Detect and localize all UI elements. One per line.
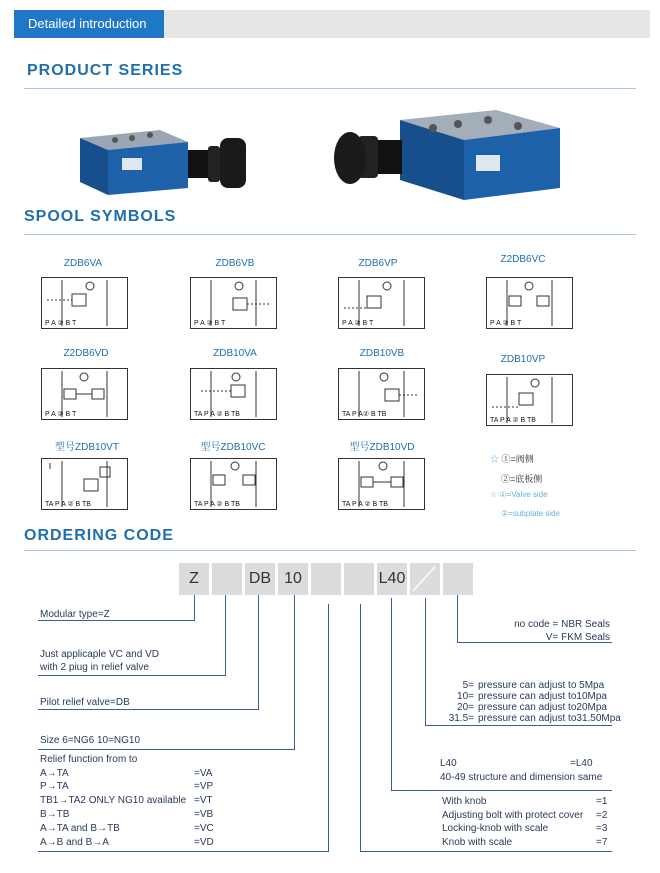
label-seals-nbr: no code = NBR Seals: [514, 619, 610, 630]
code-box-type: Z: [179, 563, 209, 595]
relief-value: =VA: [194, 768, 213, 779]
pressure-key: 10=: [457, 691, 474, 702]
knob-key: Knob with scale: [442, 837, 513, 848]
label-relief-title: Relief function from to: [40, 754, 138, 765]
spool-label: Z2DB6VC: [500, 254, 546, 265]
knob-value: =1: [596, 796, 608, 807]
label-size: Size 6=NG6 10=NG10: [40, 735, 141, 746]
tab-detailed-introduction[interactable]: Detailed introduction: [14, 10, 164, 38]
spool-label: Z2DB6VD: [63, 348, 109, 359]
valve-image-small: [70, 120, 260, 200]
connector-line: [258, 595, 259, 710]
label-seals-fkm: V= FKM Seals: [545, 632, 610, 643]
connector-line: [194, 595, 195, 621]
relief-value: =VP: [194, 781, 214, 792]
legend-item: ☆ ①=阀侧: [490, 454, 534, 464]
connector-line: [360, 604, 361, 852]
knob-value: =3: [596, 823, 608, 834]
code-box-seals: [443, 563, 473, 595]
knob-key: With knob: [442, 796, 487, 807]
spool-label: 型号ZDB10VT: [55, 442, 119, 453]
connector-line: [360, 851, 612, 852]
spool-symbol: P A ② B T: [190, 277, 277, 329]
spool-label: 型号ZDB10VD: [349, 442, 415, 453]
pressure-value: pressure can adjust to31.50Mpa: [478, 713, 621, 724]
spool-symbol: P A ② B T: [338, 277, 425, 329]
relief-key: P→TA: [40, 781, 69, 792]
section-title-spool: SPOOL SYMBOLS: [24, 208, 177, 225]
legend-item: ②=底板侧: [501, 474, 543, 484]
code-box-pilot: DB: [245, 563, 275, 595]
spool-label: ZDB6VP: [358, 258, 398, 269]
spool-symbol: TA P A② B TB: [338, 368, 425, 420]
spool-label: 型号ZDB10VC: [200, 442, 266, 453]
spool-label: ZDB10VA: [213, 348, 257, 359]
spool-symbol: TA P A ② B TB: [41, 458, 128, 510]
relief-value: =VB: [194, 809, 214, 820]
spool-symbol: P A ② B T: [41, 277, 128, 329]
section-divider: [24, 550, 636, 551]
label-l40-desc: 40-49 structure and dimension same: [440, 772, 603, 783]
section-title-product: PRODUCT SERIES: [27, 62, 184, 79]
connector-line: [391, 598, 392, 791]
relief-key: B→TB: [40, 809, 70, 820]
relief-value: =VD: [194, 837, 214, 848]
spool-symbol: TA P A ② B TB: [190, 458, 277, 510]
label-l40-value: =L40: [570, 758, 593, 769]
spool-symbol: P A ② B T: [41, 368, 128, 420]
valve-image-large: [328, 100, 568, 210]
slash-separator-icon: [405, 563, 445, 595]
knob-value: =2: [596, 810, 608, 821]
legend-item: ☆ ①=Valve side: [490, 490, 548, 499]
section-title-ordering: ORDERING CODE: [24, 527, 174, 544]
connector-line: [38, 749, 295, 750]
relief-value: =VC: [194, 823, 214, 834]
connector-line: [294, 595, 295, 750]
pressure-value: pressure can adjust to20Mpa: [478, 702, 607, 713]
spool-symbol: TA P A ② B TB: [190, 368, 277, 420]
label-vcvd-line2: with 2 piug in relief valve: [40, 662, 149, 673]
knob-key: Adjusting bolt with protect cover: [442, 810, 584, 821]
connector-line: [457, 595, 458, 643]
relief-value: =VT: [194, 795, 213, 806]
spool-symbol: TA P A ② B TB: [338, 458, 425, 510]
label-l40-key: L40: [440, 758, 457, 769]
spool-label: ZDB6VA: [63, 258, 103, 269]
pressure-value: pressure can adjust to 5Mpa: [478, 680, 605, 691]
pressure-key: 31.5=: [448, 713, 474, 724]
spool-label: ZDB10VB: [359, 348, 405, 359]
code-box-vcvd: [212, 563, 242, 595]
knob-key: Locking-knob with scale: [442, 823, 549, 834]
knob-value: =7: [596, 837, 608, 848]
pressure-key: 20=: [457, 702, 474, 713]
relief-key: A→TA and B→TB: [40, 823, 120, 834]
code-box-knob: [344, 563, 374, 595]
spool-symbol: P A ② B T: [486, 277, 573, 329]
legend-item: ②=subplate side: [501, 509, 560, 518]
connector-line: [328, 604, 329, 852]
relief-key: TB1→TA2 ONLY NG10 available: [40, 795, 187, 806]
spool-label: ZDB6VB: [215, 258, 255, 269]
connector-line: [38, 851, 329, 852]
connector-line: [391, 790, 612, 791]
section-divider: [24, 234, 636, 235]
spool-symbol: TA P A ② B TB: [486, 374, 573, 426]
relief-key: A→B and B→A: [40, 837, 109, 848]
code-box-function: [311, 563, 341, 595]
pressure-value: pressure can adjust to10Mpa: [478, 691, 607, 702]
connector-line: [38, 675, 226, 676]
connector-line: [225, 595, 226, 676]
spool-label: ZDB10VP: [500, 354, 546, 365]
pressure-key: 5=: [462, 680, 474, 691]
label-modular-type: Modular type=Z: [40, 609, 110, 620]
label-vcvd-line1: Just applicaple VC and VD: [40, 649, 159, 660]
section-divider: [24, 88, 636, 89]
label-pilot: Pilot relief valve=DB: [40, 697, 130, 708]
relief-key: A→TA: [40, 768, 69, 779]
code-box-series: L40: [377, 563, 407, 595]
code-box-size: 10: [278, 563, 308, 595]
